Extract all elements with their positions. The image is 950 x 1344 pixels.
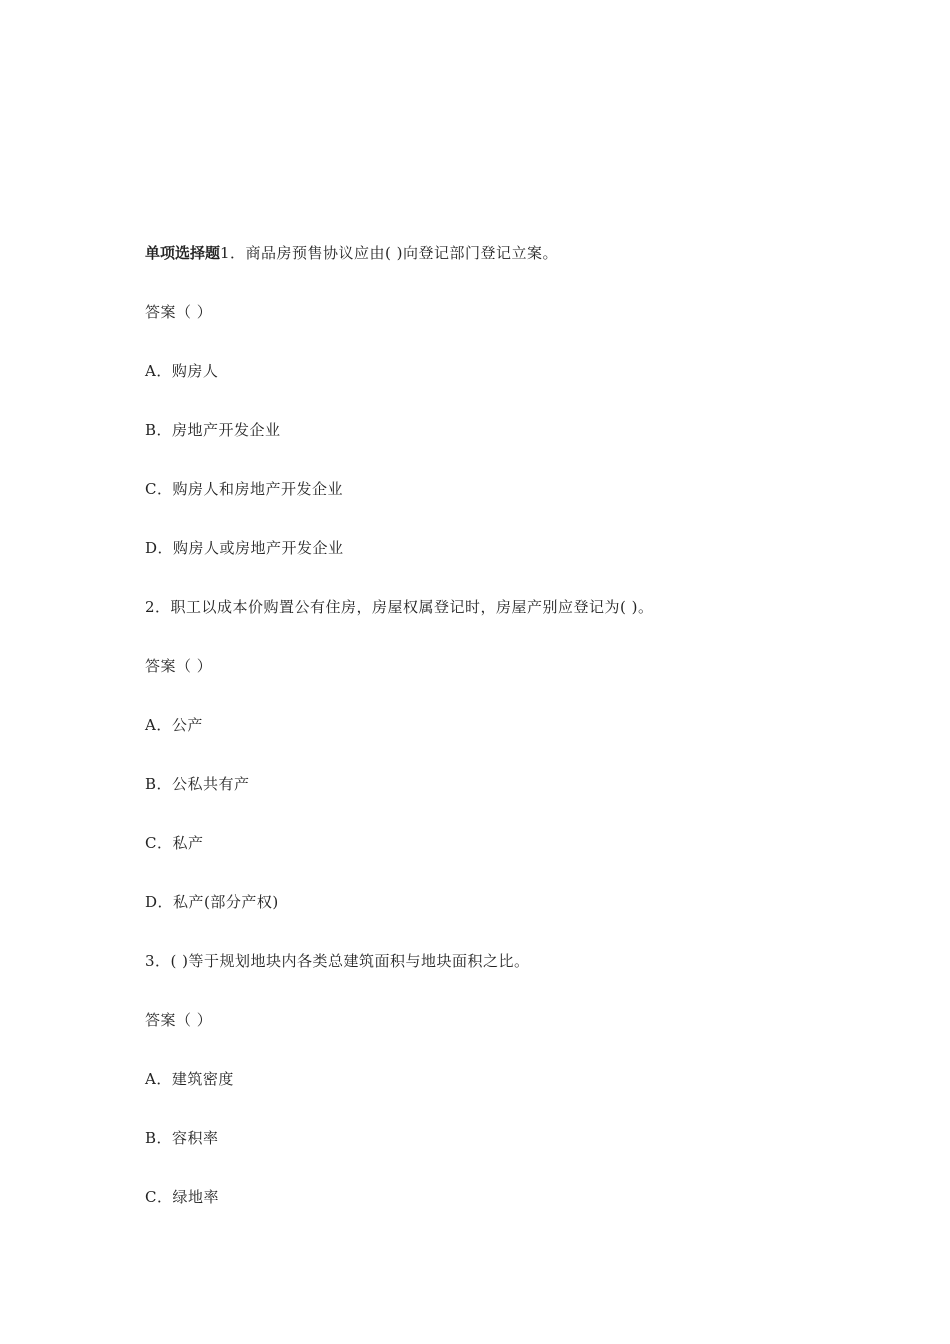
question-2-option-a: A．公产 bbox=[145, 716, 203, 734]
question-3-option-c: C．绿地率 bbox=[145, 1188, 219, 1206]
question-1-stem bbox=[145, 243, 558, 263]
question-3-stem: 3．( )等于规划地块内各类总建筑面积与地块面积之比。 bbox=[145, 952, 530, 970]
question-1-option-d: D．购房人或房地产开发企业 bbox=[145, 539, 344, 557]
question-3-option-b: B．容积率 bbox=[145, 1129, 219, 1147]
question-3-answer: 答案（ ） bbox=[145, 1011, 213, 1029]
question-2-stem: 2．职工以成本价购置公有住房，房屋权属登记时，房屋产别应登记为( )。 bbox=[145, 598, 654, 616]
question-2-option-c: C．私产 bbox=[145, 834, 204, 852]
section-title: 单项选择题 bbox=[145, 244, 221, 262]
question-1-option-c: C．购房人和房地产开发企业 bbox=[145, 480, 343, 498]
question-stem-text: 1．商品房预售协议应由( )向登记部门登记立案。 bbox=[220, 244, 559, 262]
question-1-option-b: B．房地产开发企业 bbox=[145, 421, 281, 439]
question-1-option-a: A．购房人 bbox=[145, 362, 219, 380]
question-2-option-b: B．公私共有产 bbox=[145, 775, 250, 793]
question-3-option-a: A．建筑密度 bbox=[145, 1070, 234, 1088]
question-2-answer: 答案（ ） bbox=[145, 657, 213, 675]
question-2-option-d: D．私产(部分产权) bbox=[145, 893, 279, 911]
question-1-answer: 答案（ ） bbox=[145, 303, 213, 321]
